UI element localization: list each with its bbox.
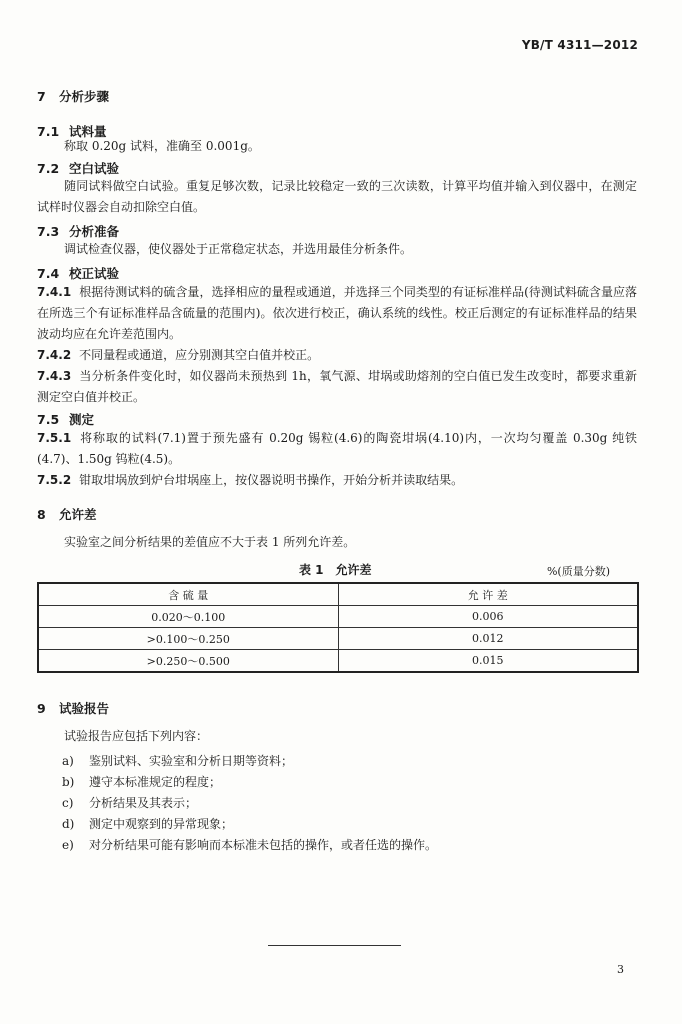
paragraph-7-1: 称取 0.20g 试料，准确至 0.001g。 [64,139,260,153]
section-7-heading [37,87,109,105]
section-8-heading [37,505,97,523]
clause-text: 当分析条件变化时，如仪器尚未预热到 1h，氧气源、坩埚或助熔剂的空白值已发生改变时，都要求重新测定空白值并校正。 [37,369,637,404]
standard-code: YB/T 4311—2012 [521,38,638,52]
paragraph-7-2: 随同试料做空白试验。重复足够次数，记录比较稳定一致的三次读数，计算平均值并输入到仪器中，在测定试样时仪器会自动扣除空白值。 [37,179,637,214]
clause-text: 将称取的试料(7.1)置于预先盛有 0.20g 锡粒(4.6)的陶瓷坩埚(4.10)内，一次均匀覆盖 0.30g 纯铁(4.7)、1.50g 钨粒(4.5)。 [37,431,637,466]
subsection-title: 试料量 [69,124,107,139]
section-9-heading [37,699,109,717]
column-header: 含 硫 量 [38,583,338,606]
paragraph-7-4-1 [37,282,637,345]
paragraph-7-5-2 [37,470,637,491]
paragraph-7-4-3 [37,366,637,408]
table-header-row [38,583,638,606]
subsection-title: 测定 [69,412,95,427]
clause-text: 根据待测试料的硫含量，选择相应的量程或通道，并选择三个同类型的有证标准样品(待测试料硫含量应落在所选三个有证标准样品含硫量的范围内)。依次进行校正，确认系统的线性。校正后测定的有证标准样品的结果波动均应在允许差范围内。 [37,285,637,341]
list-item [62,752,293,769]
list-marker: c) [62,796,74,810]
list-text: 遵守本标准规定的程度； [89,775,222,789]
subsection-7-5-heading [37,410,94,428]
list-item [62,773,221,790]
end-rule [268,945,401,946]
table-cell: >0.100～0.250 [38,628,338,650]
list-text: 鉴别试料、实验室和分析日期等资料； [89,754,294,768]
tolerance-table [37,582,639,673]
subsection-number: 7.2 [37,161,60,176]
table-title: 表 1 允许差 [299,563,372,577]
table-row [38,650,638,673]
table-unit: %(质量分数) [546,565,610,578]
paragraph-8: 实验室之间分析结果的差值应不大于表 1 所列允许差。 [64,535,356,549]
list-item [62,815,233,832]
subsection-7-2-heading [37,159,119,177]
clause-number: 7.4.3 [37,369,72,383]
subsection-title: 分析准备 [69,224,120,239]
subsection-number: 7.1 [37,124,60,139]
table-row [38,606,638,628]
clause-number: 7.4.1 [37,285,72,299]
subsection-title: 校正试验 [69,266,120,281]
table-cell: 0.020～0.100 [38,606,338,628]
clause-number: 7.5.1 [37,431,72,445]
subsection-title: 空白试验 [69,161,120,176]
list-item [62,794,197,811]
list-marker: a) [62,754,74,768]
section-title: 允许差 [59,507,97,522]
clause-number: 7.5.2 [37,473,72,487]
section-title: 试验报告 [59,701,110,716]
clause-number: 7.4.2 [37,348,72,362]
subsection-number: 7.3 [37,224,60,239]
subsection-7-3-heading [37,222,119,240]
table-cell: 0.015 [338,650,638,673]
list-marker: b) [62,775,75,789]
section-title: 分析步骤 [59,89,110,104]
page-number: 3 [617,963,624,976]
list-text: 测定中观察到的异常现象； [89,817,234,831]
clause-text: 不同量程或通道，应分别测其空白值并校正。 [79,348,320,362]
paragraph-7-5-1 [37,428,637,470]
list-item [62,836,437,853]
section-number: 9 [37,701,46,716]
section-number: 7 [37,89,46,104]
list-text: 对分析结果可能有影响而本标准未包括的操作，或者任选的操作。 [89,838,438,852]
table-cell: >0.250～0.500 [38,650,338,673]
column-header: 允 许 差 [338,583,638,606]
section-number: 8 [37,507,46,522]
subsection-number: 7.5 [37,412,60,427]
paragraph-7-4-2 [37,345,637,366]
table-row [38,628,638,650]
list-marker: e) [62,838,74,852]
paragraph-7-3: 调试检查仪器，使仪器处于正常稳定状态，并选用最佳分析条件。 [64,242,413,256]
paragraph-9-intro: 试验报告应包括下列内容： [64,729,209,743]
table-cell: 0.012 [338,628,638,650]
list-text: 分析结果及其表示； [89,796,198,810]
subsection-7-4-heading [37,264,119,282]
clause-text: 钳取坩埚放到炉台坩埚座上，按仪器说明书操作，开始分析并读取结果。 [79,473,464,487]
table-cell: 0.006 [338,606,638,628]
list-marker: d) [62,817,75,831]
subsection-number: 7.4 [37,266,60,281]
